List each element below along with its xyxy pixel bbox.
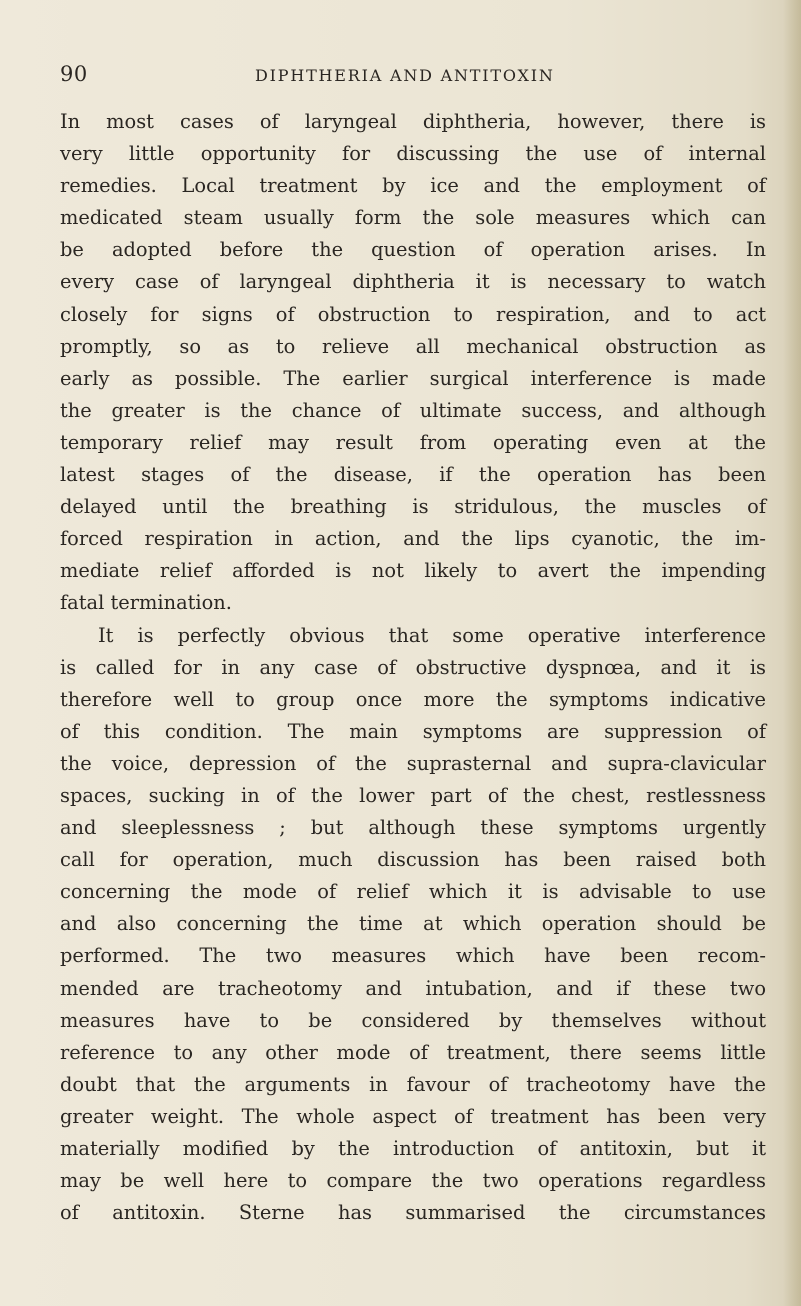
text-line: call for operation, much discussion has been raised both [60, 848, 766, 872]
text-line: the greater is the chance of ultimate success, and although [60, 398, 766, 422]
text-line: be adopted before the question of operation arises. In [60, 238, 766, 262]
text-line: of antitoxin. Sterne has summarised the circumstances [60, 1201, 766, 1225]
text-line: medicated steam usually form the sole measures which can [60, 206, 766, 230]
text-line: is called for in any case of obstructive dyspnœa, and it is [60, 655, 766, 679]
text-line: promptly, so as to relieve all mechanical obstruction as [60, 334, 766, 358]
text-line: may be well here to compare the two operations regardless [60, 1169, 766, 1193]
text-line: concerning the mode of relief which it is advisable to use [60, 880, 766, 904]
text-line: early as possible. The earlier surgical interference is made [60, 366, 766, 390]
text-line: measures have to be considered by themselves without [60, 1008, 766, 1032]
text-line: doubt that the arguments in favour of tracheotomy have the [60, 1072, 766, 1096]
text-line: mediate relief afforded is not likely to avert the impending [60, 559, 766, 583]
page-edge-shadow [783, 0, 801, 1306]
paragraph-1 [60, 106, 766, 620]
text-line: very little opportunity for discussing the use of internal [60, 142, 766, 166]
text-line: closely for signs of obstruction to respiration, and to act [60, 302, 766, 326]
text-line: materially modified by the introduction of antitoxin, but it [60, 1137, 766, 1160]
text-line: fatal termination. [60, 591, 232, 615]
text-line: delayed until the breathing is stridulous, the muscles of [60, 495, 766, 519]
text-line: It is perfectly obvious that some operative interference [98, 623, 766, 647]
text-line: greater weight. The whole aspect of treatment has been very [60, 1104, 766, 1128]
text-line: and sleeplessness ; but although these symptoms urgently [60, 816, 766, 840]
text-line: forced respiration in action, and the lips cyanotic, the im- [60, 527, 766, 551]
text-line: mended are tracheotomy and intubation, and if these two [60, 976, 766, 1000]
text-line: therefore well to group once more the symptoms indicative [60, 687, 766, 711]
running-head: DIPHTHERIA AND ANTITOXIN [255, 66, 555, 85]
text-line: remedies. Local treatment by ice and the employment of [60, 174, 766, 198]
text-line: latest stages of the disease, if the operation has been [60, 463, 766, 487]
page-header [60, 62, 760, 92]
text-line: performed. The two measures which have been recom- [60, 944, 766, 968]
page-number: 90 [60, 62, 88, 86]
text-line: of this condition. The main symptoms are suppression of [60, 719, 766, 743]
text-line: every case of laryngeal diphtheria it is necessary to watch [60, 270, 766, 294]
text-line: the voice, depression of the suprasternal and supra-clavicular [60, 751, 766, 775]
text-line: temporary relief may result from operating even at the [60, 430, 766, 454]
text-line: In most cases of laryngeal diphtheria, however, there is [60, 110, 766, 133]
text-line: reference to any other mode of treatment, there seems little [60, 1040, 766, 1064]
text-line: spaces, sucking in of the lower part of the chest, restlessness [60, 783, 766, 807]
body-text [60, 106, 766, 1229]
text-line: and also concerning the time at which operation should be [60, 912, 766, 936]
paragraph-2 [60, 620, 766, 1230]
